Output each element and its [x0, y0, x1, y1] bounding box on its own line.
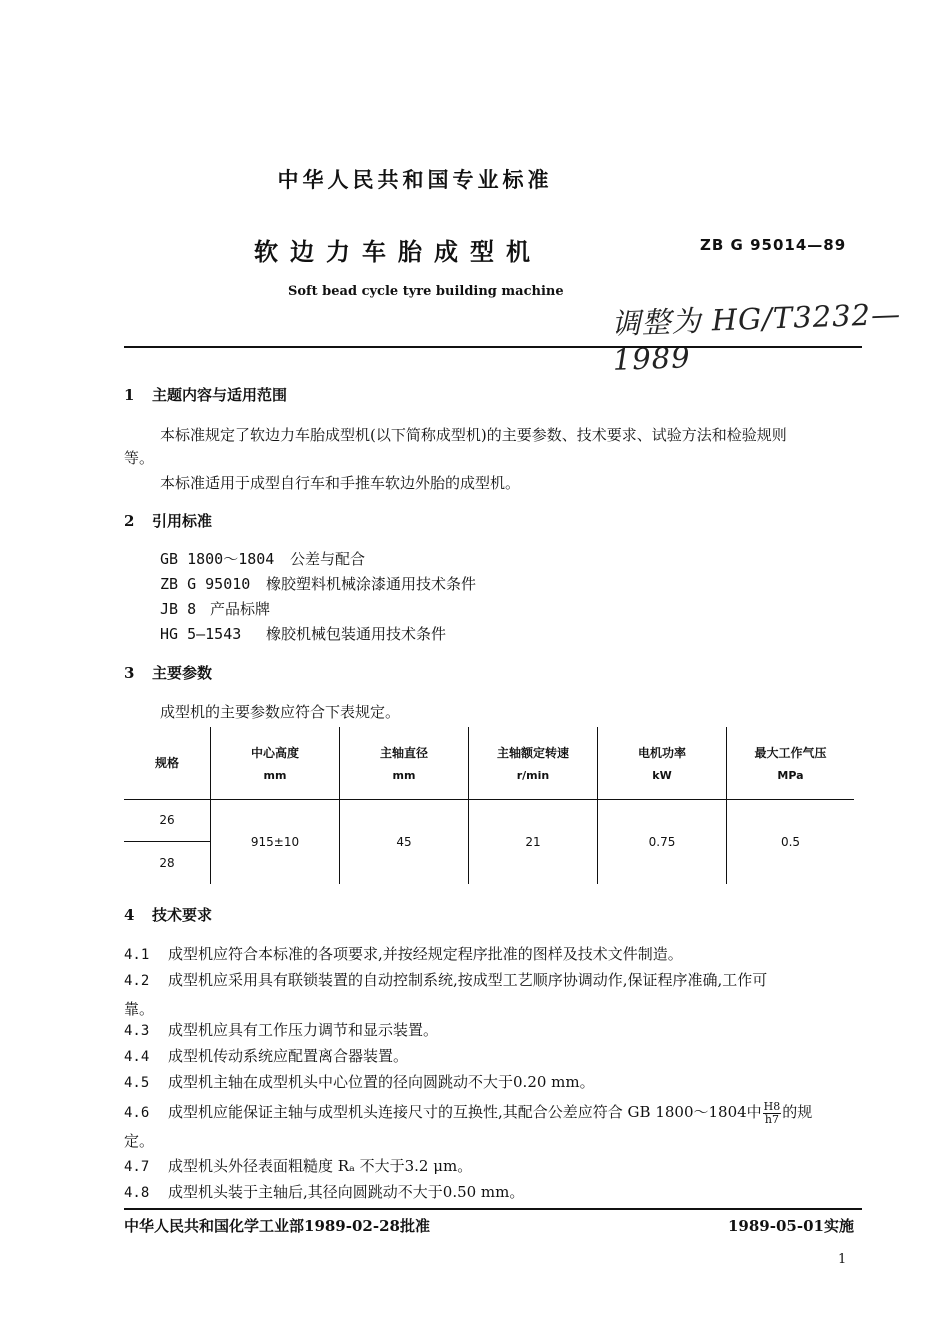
requirement-number: 4.6 [124, 1105, 150, 1121]
standard-number: ZB G 95014—89 [700, 236, 847, 254]
requirement-text: 成型机应能保证主轴与成型机头连接尺寸的互换性,其配合公差应符合 GB 1800～1804中 [168, 1103, 762, 1121]
max-pressure-cell: 0.5 [727, 799, 855, 884]
reference-code: GB 1800～1804 [160, 550, 275, 568]
section-1-number: 1 [124, 386, 135, 404]
header-max-pressure-unit: MPa [777, 768, 804, 782]
footer-divider [124, 1208, 862, 1210]
section-2-title: 引用标准 [152, 512, 213, 530]
section-1-heading [124, 384, 287, 405]
header-motor-power-label: 电机功率 [637, 745, 686, 760]
reference-name: 橡胶塑料机械涂漆通用技术条件 [266, 575, 477, 593]
header-divider [124, 346, 862, 348]
requirement-text: 成型机主轴在成型机头中心位置的径向圆跳动不大于0.20 mm。 [168, 1073, 595, 1091]
spindle-speed-cell: 21 [469, 799, 598, 884]
document-title-english: Soft bead cycle tyre building machine [288, 284, 564, 299]
header-spindle-speed-unit: r/min [516, 768, 550, 782]
requirement-item [124, 966, 864, 1023]
requirement-text-continuation: 定。 [124, 1132, 155, 1150]
header-spindle-diameter [340, 727, 469, 799]
center-height-cell: 915±10 [211, 799, 340, 884]
header-center-height-unit: mm [263, 768, 287, 782]
section-4-title: 技术要求 [152, 906, 213, 924]
spindle-diameter-cell: 45 [340, 799, 469, 884]
requirement-item [124, 1042, 864, 1071]
requirement-text: 成型机头外径表面粗糙度 Rₐ 不大于3.2 μm。 [168, 1157, 473, 1175]
reference-item [160, 623, 446, 644]
requirement-number: 4.5 [124, 1075, 150, 1091]
requirement-text-continuation: 靠。 [124, 1000, 155, 1018]
section-1-paragraph-2: 本标准适用于成型自行车和手推车软边外胎的成型机。 [160, 474, 521, 492]
motor-power-cell: 0.75 [598, 799, 727, 884]
section-3-number: 3 [124, 664, 135, 682]
requirement-number: 4.3 [124, 1023, 150, 1039]
spec-cell: 28 [124, 841, 211, 884]
requirement-text: 成型机应符合本标准的各项要求,并按经规定程序批准的图样及技术文件制造。 [168, 945, 683, 963]
approval-statement: 中华人民共和国化学工业部1989-02-28批准 [124, 1217, 430, 1235]
header-max-pressure-label: 最大工作气压 [754, 745, 827, 760]
table-row [124, 799, 854, 841]
section-3-heading [124, 662, 212, 683]
reference-name: 橡胶机械包装通用技术条件 [266, 625, 447, 643]
section-1-title: 主题内容与适用范围 [152, 386, 288, 404]
requirement-item [124, 1098, 864, 1155]
reference-name: 产品标牌 [210, 600, 271, 618]
fraction-numerator: H8 [763, 1099, 781, 1113]
header-spindle-diameter-unit: mm [392, 768, 416, 782]
spec-cell: 26 [159, 813, 175, 827]
fraction-denominator: h7 [764, 1112, 780, 1126]
header-center-height-label: 中心高度 [250, 745, 299, 760]
requirement-text: 成型机头装于主轴后,其径向圆跳动不大于0.50 mm。 [168, 1183, 525, 1201]
section-2-number: 2 [124, 512, 135, 530]
section-4-heading [124, 904, 212, 925]
header-spec [124, 727, 211, 799]
reference-code: JB 8 [160, 600, 197, 618]
header-motor-power [598, 727, 727, 799]
reference-item [160, 598, 270, 619]
section-3-intro: 成型机的主要参数应符合下表规定。 [160, 703, 401, 721]
header-spec-label: 规格 [154, 756, 179, 771]
requirement-number: 4.4 [124, 1049, 150, 1065]
document-title: 软边力车胎成型机 [254, 237, 542, 266]
section-4-number: 4 [124, 906, 135, 924]
requirement-item [124, 1152, 864, 1181]
requirement-item [124, 1178, 864, 1207]
main-parameters-table [124, 727, 854, 884]
requirement-text: 成型机传动系统应配置离合器装置。 [168, 1047, 409, 1065]
reference-code: ZB G 95010 [160, 575, 251, 593]
header-spindle-diameter-label: 主轴直径 [379, 745, 428, 760]
header-max-pressure [727, 727, 855, 799]
section-3-title: 主要参数 [152, 664, 213, 682]
fit-fraction [763, 1101, 782, 1126]
requirement-item [124, 940, 864, 969]
requirement-text: 成型机应具有工作压力调节和显示装置。 [168, 1021, 439, 1039]
requirement-number: 4.2 [124, 973, 150, 989]
requirement-number: 4.7 [124, 1159, 150, 1175]
page-number: 1 [838, 1252, 847, 1267]
header-spindle-speed-label: 主轴额定转速 [496, 745, 569, 760]
section-2-heading [124, 510, 212, 531]
table-header-row [124, 727, 854, 799]
reference-name: 公差与配合 [290, 550, 366, 568]
requirement-item [124, 1016, 864, 1045]
requirement-number: 4.1 [124, 947, 150, 963]
header-motor-power-unit: kW [652, 768, 672, 782]
reference-item [160, 548, 365, 569]
reference-item [160, 573, 476, 594]
header-spindle-speed [469, 727, 598, 799]
effective-date: 1989-05-01实施 [728, 1217, 854, 1235]
org-title: 中华人民共和国专业标准 [277, 167, 553, 192]
header-center-height [211, 727, 340, 799]
requirement-item [124, 1068, 864, 1097]
section-1-paragraph-1-line-1: 本标准规定了软边力车胎成型机(以下简称成型机)的主要参数、技术要求、试验方法和检验规则 [160, 426, 787, 444]
requirement-text: 的规 [782, 1103, 813, 1121]
requirement-text: 成型机应采用具有联锁装置的自动控制系统,按成型工艺顺序协调动作,保证程序准确,工作可 [168, 971, 768, 989]
section-1-paragraph-1-line-2: 等。 [124, 449, 155, 467]
requirement-number: 4.8 [124, 1185, 150, 1201]
handwritten-note: 调整为 HG/T3232—1989 [610, 296, 902, 377]
reference-code: HG 5—1543 [160, 625, 242, 643]
